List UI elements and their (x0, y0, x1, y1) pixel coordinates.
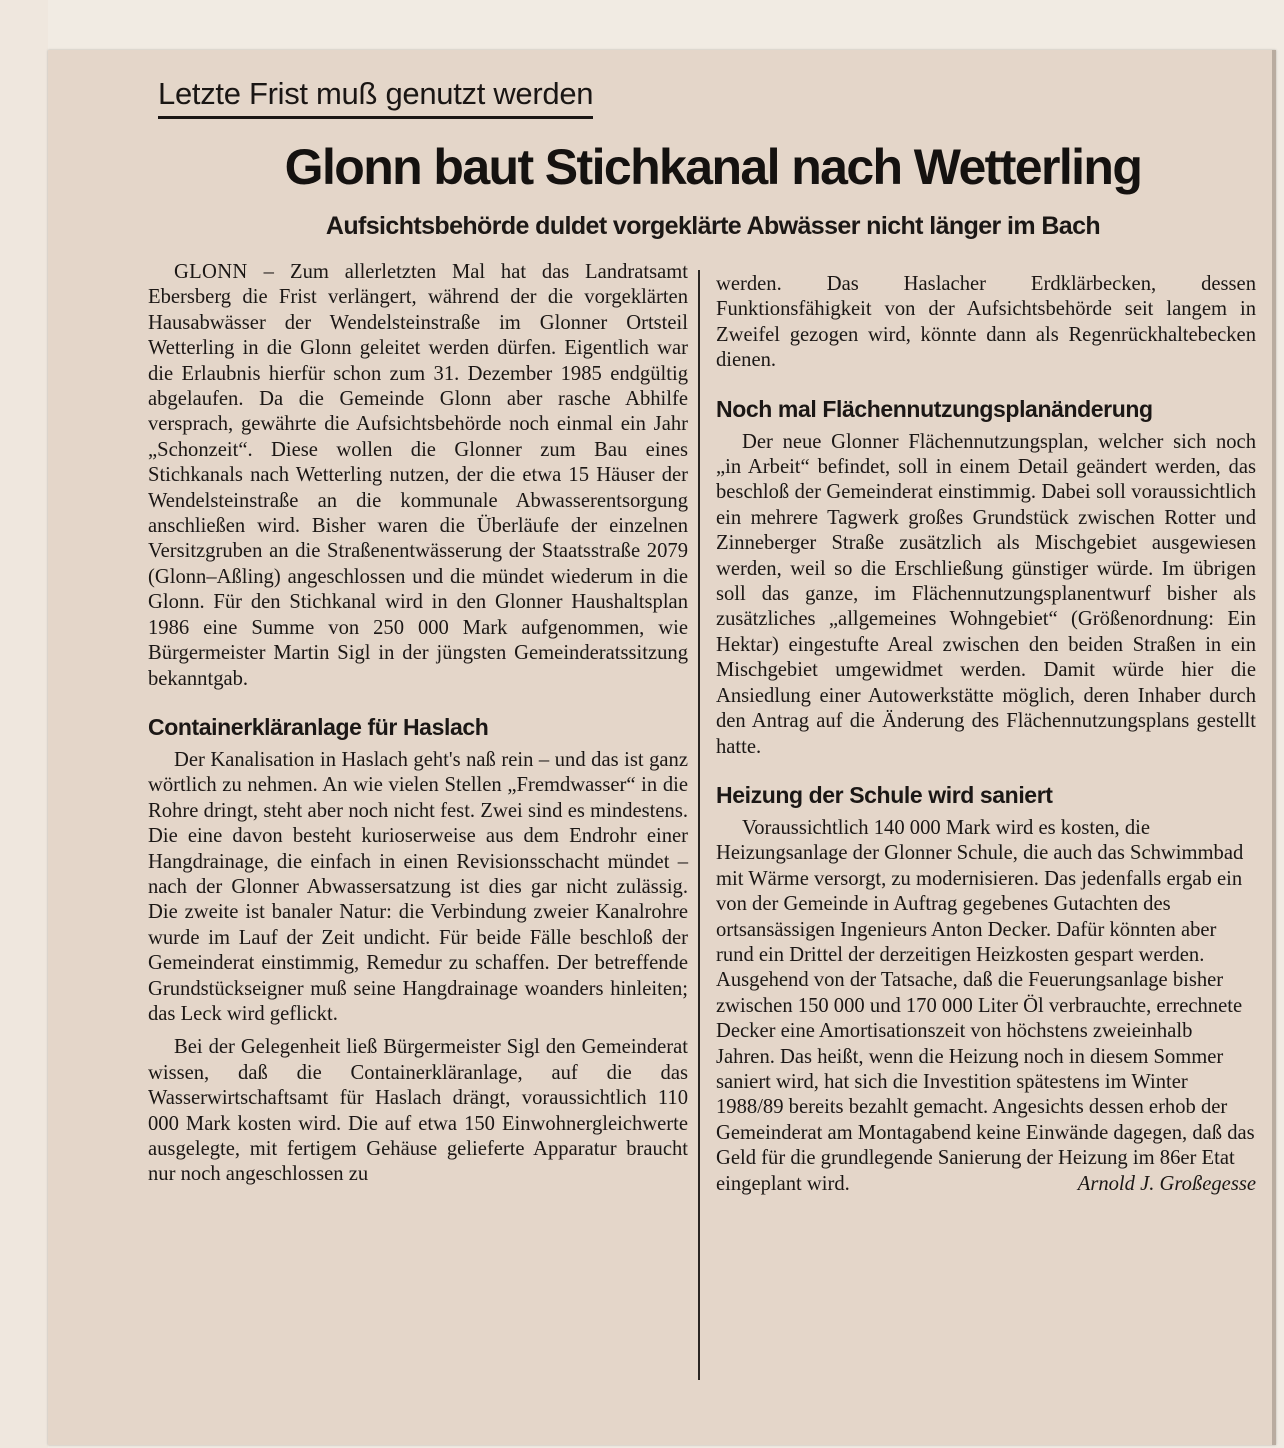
left-column (148, 260, 688, 1188)
section1-paragraph-1: Der Kanalisation in Haslach geht's naß rein – und das ist ganz wörtlich zu nehmen. An wie vielen Stellen „Fremdwasser“ in die Rohre dringt, steht aber noch nicht fest. Zwei sind es mindestens. Die eine davon besteht kurioserweise aus dem Endrohr einer Hangdrainage, die einfach in einen Revisionsschacht mündet – nach der Glonner Abwassersatzung ist dies gar nicht zulässig. Die zweite ist banaler Natur: die Verbindung zweier Kanalrohre wurde im Lauf der Zeit undicht. Für beide Fälle beschloß der Gemeinderat einstimmig, Remedur zu schaffen. Der betreffende Grundstückseigner muß seine Hangdrainage woanders hinleiten; das Leck wird geflickt. (148, 748, 688, 1025)
article-headline: Glonn baut Stichkanal nach Wetterling (284, 139, 1142, 195)
article-subheadline: Aufsichtsbehörde duldet vorgeklärte Abwässer nicht länger im Bach (325, 212, 1101, 240)
dateline: GLONN – (174, 261, 275, 283)
section1-paragraph-2: Bei der Gelegenheit ließ Bürgermeister Sigl den Gemeinderat wissen, daß die Containerkläranlage, auf die das Wasserwirtschaftsamt für Haslach drängt, voraussichtlich 110 000 Mark kosten wird. Die auf etwa 150 Einwohnergleichwerte ausgelegte, mit fertigem Gehäuse gelieferte Apparatur braucht nur noch angeschlossen zu (148, 1036, 688, 1186)
section-heading-flaechennutzungsplan: Noch mal Flächennutzungsplanänderung (716, 395, 1153, 422)
section-heading-containerklaeranlage: Containerkläranlage für Haslach (148, 713, 489, 740)
right-column (716, 272, 1256, 1197)
column-rule (698, 270, 700, 1380)
section3-paragraph-1: Voraussichtlich 140 000 Mark wird es kosten, die Heizungsanlage der Glonner Schule, die auch das Schwimmbad mit Wärme versorgt, zu modernisieren. Das jedenfalls ergab ein von der Gemeinde in Auftrag gegebenes Gutachten des ortsansässigen Ingenieurs Anton Decker. Dafür könnten aber rund ein Drittel der derzeitigen Heizkosten gespart werden. Ausgehend von der Tatsache, daß die Feuerungsanlage bisher zwischen 150 000 und 170 000 Liter Öl verbrauchte, errechnete Decker eine Amortisationszeit von höchstens zweieinhalb Jahren. Das heißt, wenn die Heizung noch in diesem Sommer saniert wird, hat sich die Investition spätestens im Winter 1988/89 bereits bezahlt gemacht. Angesichts dessen erhob der Gemeinderat am Montagabend keine Einwände dagegen, daß das Geld für die grundlegende Sanierung der Heizung im 86er Etat eingeplant wird. (716, 816, 1255, 1195)
background-page (0, 0, 48, 1448)
article-kicker: Letzte Frist muß genutzt werden (158, 76, 593, 119)
intro-paragraph (148, 260, 688, 692)
section2-paragraph-1: Der neue Glonner Flächennutzungsplan, welcher sich noch „in Arbeit“ befindet, soll in einem Detail geändert werden, das beschloß der Gemeinderat einstimmig. Dabei soll voraussichtlich ein mehrere Tagwerk großes Grundstück zwischen Rotter und Zinneberger Straße zusätzlich als Mischgebiet ausgewiesen werden, weil so die Erschließung günstiger würde. Im übrigen soll das ganze, im Flächennutzungsplanentwurf bisher als zusätzliches „allgemeines Wohngebiet“ (Größenordnung: Ein Hektar) eingestufte Areal zwischen den beiden Straßen in ein Mischgebiet umgewidmet werden. Damit würde hier die Ansiedlung einer Autowerkstätte möglich, deren Inhaber durch den Antrag auf die Änderung des Flächennutzungsplans gestellt hatte. (716, 430, 1256, 758)
section-heading-heizung: Heizung der Schule wird saniert (716, 781, 1053, 808)
continuation-paragraph: werden. Das Haslacher Erdklärbecken, dessen Funktionsfähigkeit von der Aufsichtsbehörde seit langem in Zweifel gezogen wird, könnte dann als Regenrückhaltebecken dienen. (716, 273, 1256, 372)
newspaper-clipping (48, 50, 1276, 1445)
author-byline: Arnold J. Großegesse (1077, 1173, 1256, 1195)
clipping-edge (1272, 50, 1276, 1445)
intro-text: Zum allerletzten Mal hat das Landratsamt Ebersberg die Frist verlängert, während der die vorgeklärten Hausabwässer der Wendelsteinstraße im Glonner Ortsteil Wetterling in die Glonn geleitet werden dürfen. Eigentlich war die Erlaubnis hierfür schon zum 31. Dezember 1985 endgültig abgelaufen. Da die Gemeinde Glonn aber rasche Abhilfe versprach, gewährte die Aufsichtsbehörde noch einmal ein Jahr „Schonzeit“. Diese wollen die Glonner zum Bau eines Stichkanals nach Wetterling nutzen, der die etwa 15 Häuser der Wendelsteinstraße an die kommunale Abwasserentsorgung anschließen wird. Bisher waren die Überläufe der einzelnen Versitzgruben an die Straßenentwässerung der Staatsstraße 2079 (Glonn–Aßling) angeschlossen und die mündet wiederum in die Glonn. Für den Stichkanal wird in den Glonner Haushaltsplan 1986 eine Summe von 250 000 Mark aufgenommen, wie Bürgermeister Martin Sigl in der jüngsten Gemeinderatssitzung bekanntgab. (148, 261, 688, 690)
